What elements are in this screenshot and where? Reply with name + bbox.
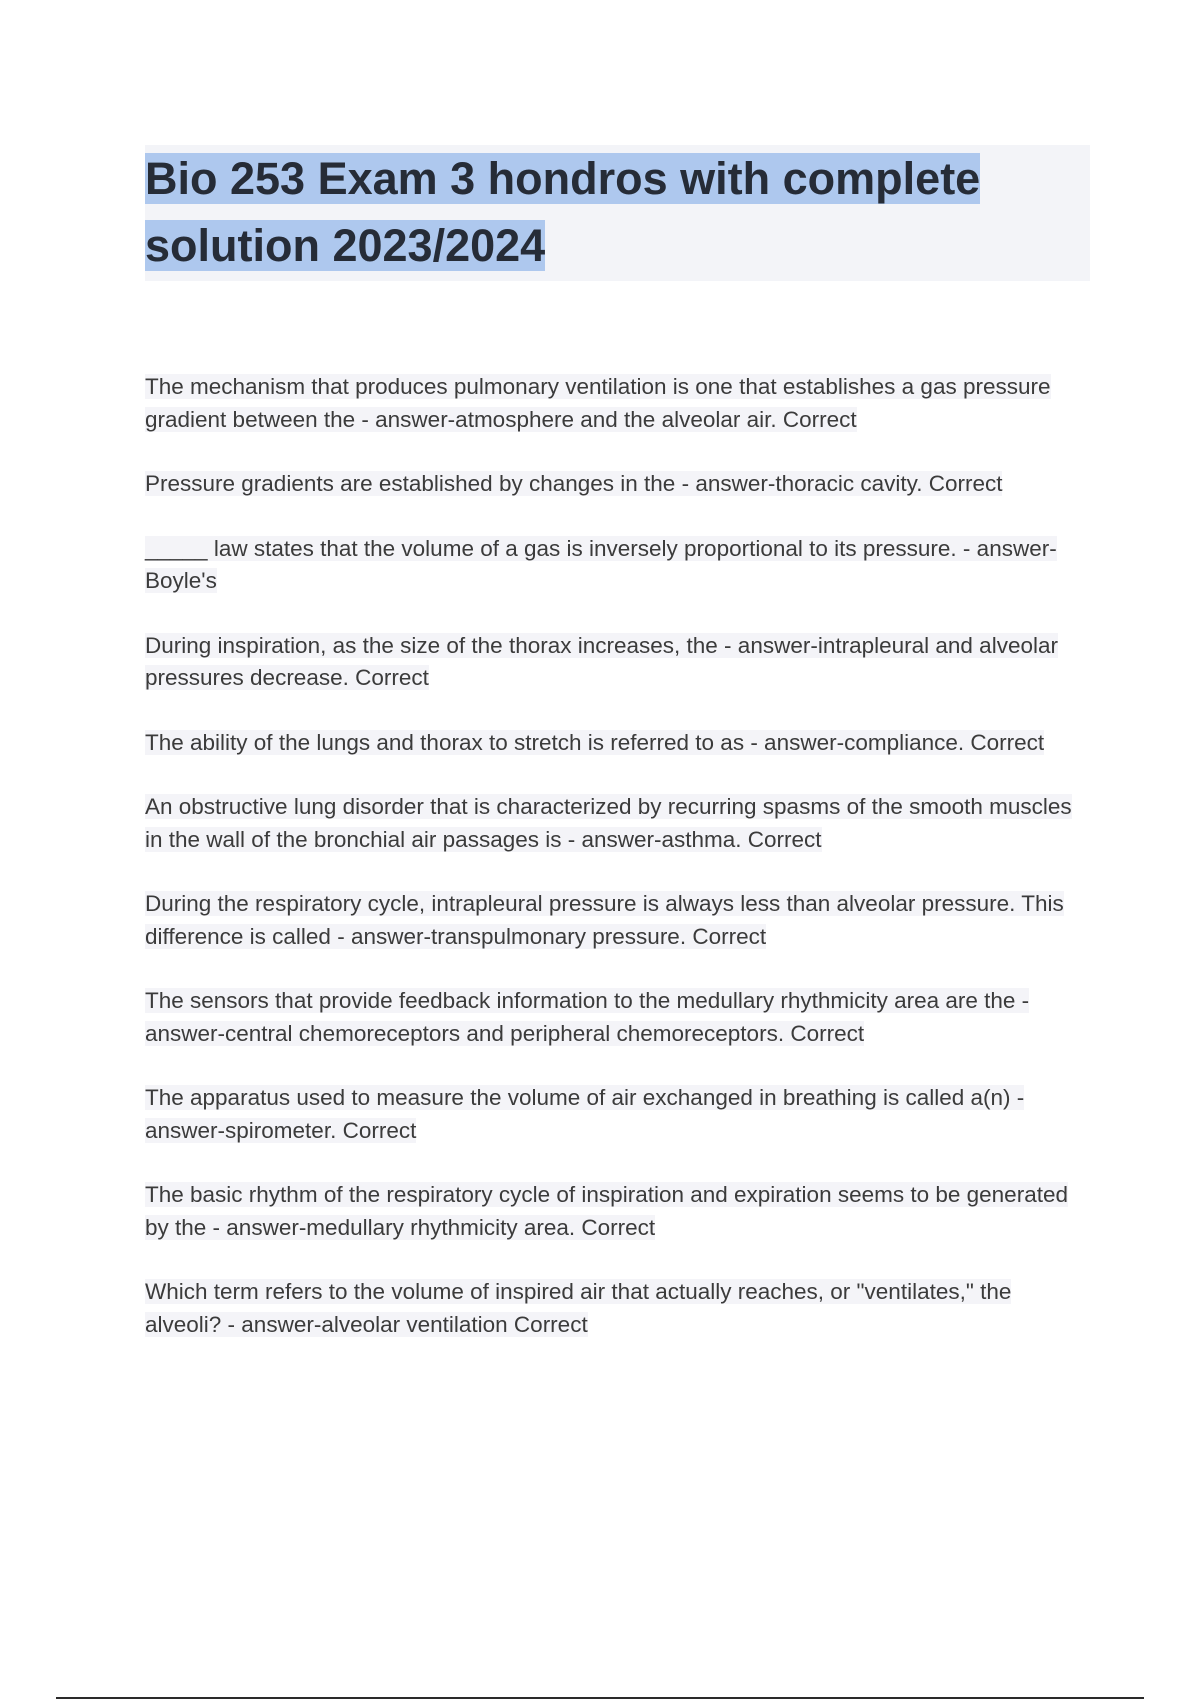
qa-item [145, 888, 1090, 953]
qa-item [145, 791, 1090, 856]
qa-item-text: The sensors that provide feedback information to the medullary rhythmicity area are the - answer-central chemoreceptors and peripheral chemoreceptors. Correct [145, 988, 1030, 1046]
qa-item-text: During the respiratory cycle, intrapleural pressure is always less than alveolar pressure. This difference is called - answer-transpulmonary pressure. Correct [145, 891, 1064, 949]
qa-item-text: The ability of the lungs and thorax to stretch is referred to as - answer-compliance. Correct [145, 729, 1045, 755]
qa-item-text: Pressure gradients are established by changes in the - answer-thoracic cavity. Correct [145, 471, 1003, 496]
qa-item-text: _____ law states that the volume of a gas is inversely proportional to its pressure. - answer-Boyle's [145, 535, 1057, 593]
qa-item [145, 468, 1090, 501]
qa-item-text: During inspiration, as the size of the thorax increases, the - answer-intrapleural and alveolar pressures decrease. Correct [145, 632, 1058, 690]
qa-item [145, 371, 1090, 436]
qa-item-text: Which term refers to the volume of inspired air that actually reaches, or "ventilates," the alveoli? - answer-alveolar ventilation Correct [145, 1279, 1012, 1337]
qa-item-text: An obstructive lung disorder that is characterized by recurring spasms of the smooth muscles in the wall of the bronchial air passages is - answer-asthma. Correct [145, 794, 1072, 852]
qa-item [145, 533, 1090, 598]
title-block [145, 145, 1090, 281]
qa-item-text: The apparatus used to measure the volume of air exchanged in breathing is called a(n) - answer-spirometer. Correct [145, 1085, 1025, 1143]
qa-item [145, 630, 1090, 695]
qa-item [145, 1082, 1090, 1147]
qa-item [145, 985, 1090, 1050]
qa-item [145, 727, 1090, 760]
qa-item-text: The basic rhythm of the respiratory cycle of inspiration and expiration seems to be generated by the - answer-medullary rhythmicity area. Correct [145, 1182, 1068, 1240]
qa-item [145, 1276, 1090, 1341]
qa-item [145, 1179, 1090, 1244]
document-title[interactable] [145, 145, 1090, 279]
page-bottom-rule [56, 1697, 1144, 1699]
qa-item-text: The mechanism that produces pulmonary ventilation is one that establishes a gas pressure gradient between the - answer-atmosphere and the alveolar air. Correct [145, 374, 1051, 432]
document-title-text[interactable]: Bio 253 Exam 3 hondros with complete solution 2023/2024 [145, 153, 981, 271]
qa-list [145, 371, 1090, 1373]
